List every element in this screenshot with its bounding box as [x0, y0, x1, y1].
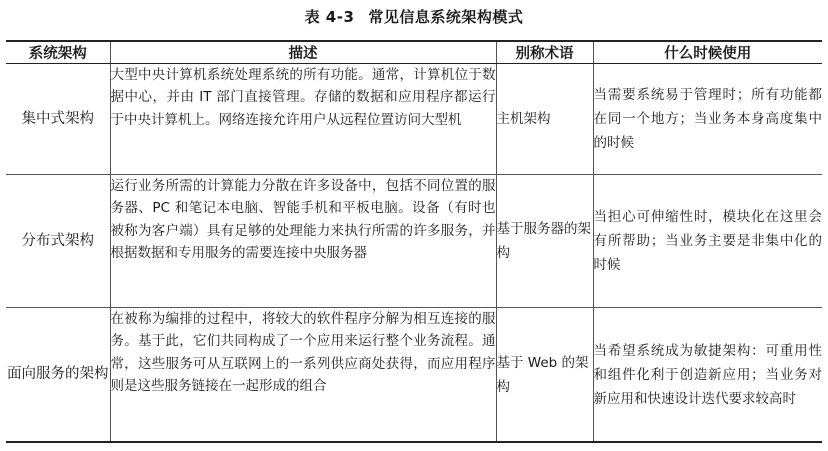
architecture-description: 在被称为编排的过程中，将较大的软件程序分解为相互连接的服务。基于此，它们共同构成了一个应用来运行整个业务流程。通常，这些服务可从互联网上的一系列供应商处获得，而应用程序则是这些服务链接在一起形成的组合 — [110, 308, 496, 443]
architecture-alias: 主机架构 — [496, 64, 593, 175]
table-row — [6, 64, 822, 175]
architecture-when-to-use: 当需要系统易于管理时；所有功能都在同一个地方；当业务本身高度集中的时候 — [593, 64, 822, 175]
table-row — [6, 308, 822, 443]
architecture-description: 大型中央计算机系统处理系统的所有功能。通常，计算机位于数据中心，并由 IT 部门直接管理。存储的数据和应用程序都运行于中央计算机上。网络连接允许用户从远程位置访问大型机 — [110, 64, 496, 175]
architecture-patterns-table — [6, 40, 822, 443]
architecture-alias: 基于服务器的架构 — [496, 175, 593, 308]
header-architecture: 系统架构 — [6, 41, 110, 64]
header-alias: 别称术语 — [496, 41, 593, 64]
architecture-name: 面向服务的架构 — [6, 308, 110, 443]
header-row — [6, 41, 822, 64]
architecture-description: 运行业务所需的计算能力分散在许多设备中，包括不同位置的服务器、PC 和笔记本电脑、智能手机和平板电脑。设备（有时也被称为客户端）具有足够的处理能力来执行所需的许多服务，并根据数据和专用服务的需要连接中央服务器 — [110, 175, 496, 308]
table-number: 表 4-3 — [304, 8, 355, 26]
architecture-name: 分布式架构 — [6, 175, 110, 308]
table-title: 常见信息系统架构模式 — [368, 8, 524, 26]
architecture-when-to-use: 当担心可伸缩性时，模块化在这里会有所帮助；当业务主要是非集中化的时候 — [593, 175, 822, 308]
header-when-to-use: 什么时候使用 — [593, 41, 822, 64]
table-caption — [0, 6, 828, 28]
header-description: 描述 — [110, 41, 496, 64]
architecture-when-to-use: 当希望系统成为敏捷架构：可重用性和组件化利于创造新应用；当业务对新应用和快速设计迭代要求较高时 — [593, 308, 822, 443]
table-row — [6, 175, 822, 308]
architecture-name: 集中式架构 — [6, 64, 110, 175]
architecture-alias: 基于 Web 的架构 — [496, 308, 593, 443]
